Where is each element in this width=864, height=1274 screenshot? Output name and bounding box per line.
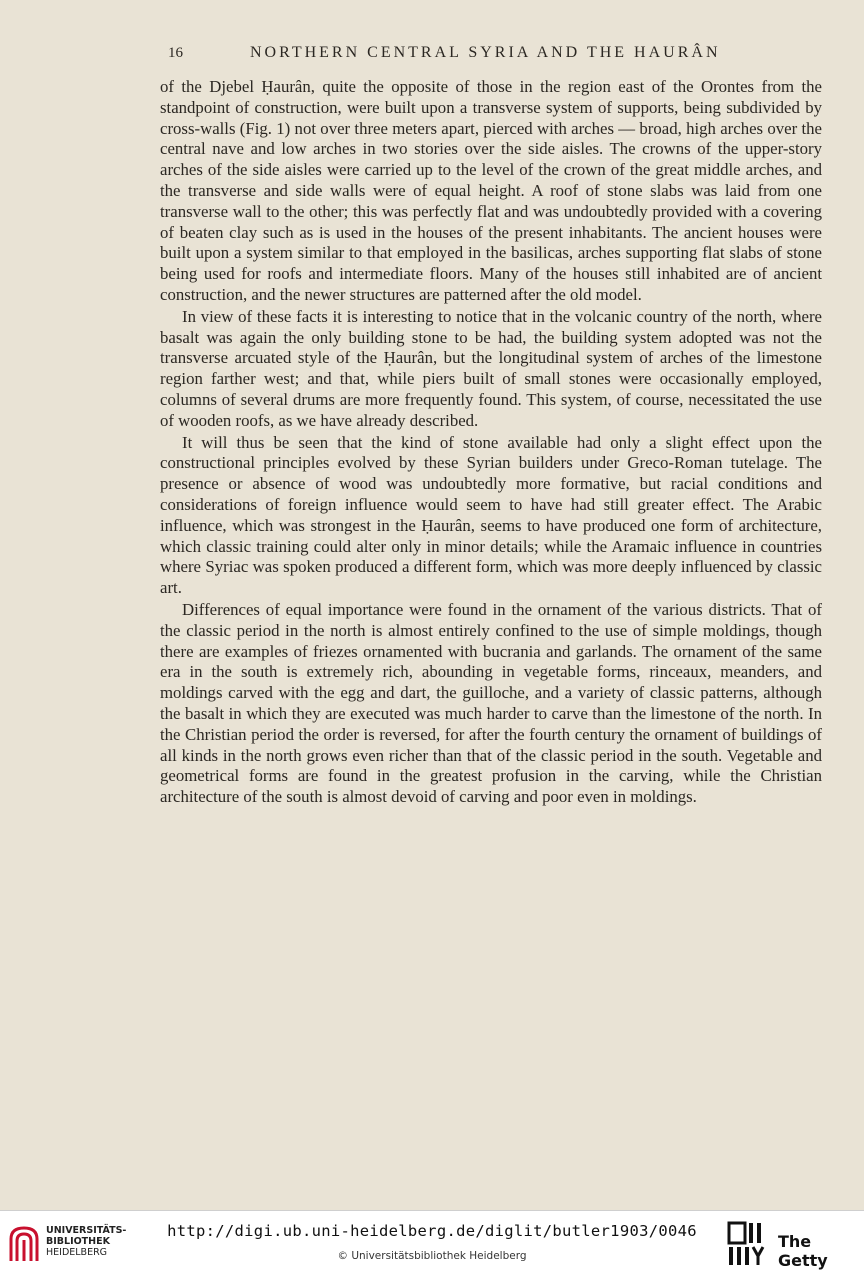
page-number: 16 (168, 45, 183, 61)
running-head (168, 44, 828, 62)
paragraph-2: In view of these facts it is interesting to notice that in the volcanic country of the north, where basalt was again the only building stone to be had, the building system adopted was not the transverse arcuated style of the Ḥaurân, but the longitudinal system of arches of the limestone region farther west; and that, while piers built of small stones were occasionally employed, columns of several drums are more frequently found. This system, of course, necessitated the use of wooden roofs, as we have already described. (160, 306, 822, 430)
viewer-footer (0, 1210, 864, 1274)
paragraph-3: It will thus be seen that the kind of stone available had only a slight effect upon the constructional principles evolved by these Syrian builders under Greco-Roman tutelage. The presence or absence of wood was undoubtedly more formative, but racial conditions and considerations of foreign influence would seem to have had still greater effect. The Arabic influence, which was strongest in the Ḥaurân, seems to have produced one form of architecture, which classic training could alter only in minor details; while the Aramaic influence in countries where Syriac was spoken produced a different form, which was more deeply influenced by classic art. (160, 432, 822, 598)
sponsor-name: The Getty (778, 1232, 828, 1270)
library-name-line3: HEIDELBERG (46, 1247, 108, 1258)
library-name-line1: UNIVERSITÄTS- (46, 1225, 127, 1236)
permalink-url[interactable]: http://digi.ub.uni-heidelberg.de/diglit/butler1903/0046 (167, 1222, 697, 1240)
running-title: NORTHERN CENTRAL SYRIA AND THE HAURÂN (250, 44, 721, 61)
getty-logo-icon (727, 1221, 767, 1267)
library-name-line2: BIBLIOTHEK (46, 1236, 110, 1247)
paragraph-1: of the Djebel Ḥaurân, quite the opposite of those in the region east of the Orontes from the standpoint of construction, were built upon a transverse system of supports, being subdivided by cross-walls (Fig. 1) not over three meters apart, pierced with arches — broad, high arches over the central nave and low arches in two stories over the side aisles. The crowns of the upper-story arches of the side aisles were carried up to the level of the crown of the great middle arches, and the transverse and side walls were of equal height. A roof of stone slabs was laid from one transverse wall to the other; this was perfectly flat and was undoubtedly provided with a covering of beaten clay such as is used in the houses of the present inhabitants. The ancient houses were built upon a system similar to that employed in the basilicas, arches supporting flat slabs of stone being used for roofs and intermediate floors. Many of the houses still inhabited are of ancient construction, and the newer structures are patterned after the old model. (160, 77, 822, 304)
copyright-notice: © Universitätsbibliothek Heidelberg (337, 1250, 527, 1262)
paragraph-4: Differences of equal importance were found in the ornament of the various districts. That of the classic period in the north is almost entirely confined to the use of simple moldings, though there are examples of friezes ornamented with bucrania and garlands. The ornament of the same era in the south is extremely rich, abounding in vegetable forms, rinceaux, meanders, and moldings carved with the egg and dart, the guilloche, and a variety of classic patterns, although the basalt in which they are executed was much harder to carve than the limestone of the north. In the Christian period the order is reversed, for after the fourth century the ornament of buildings of all kinds in the north grows even richer than that of the classic period in the south. Vegetable and geometrical forms are found in the greatest profusion in the carving, while the Christian architecture of the south is almost devoid of carving and poor even in moldings. (160, 599, 822, 807)
body-text (160, 77, 822, 809)
